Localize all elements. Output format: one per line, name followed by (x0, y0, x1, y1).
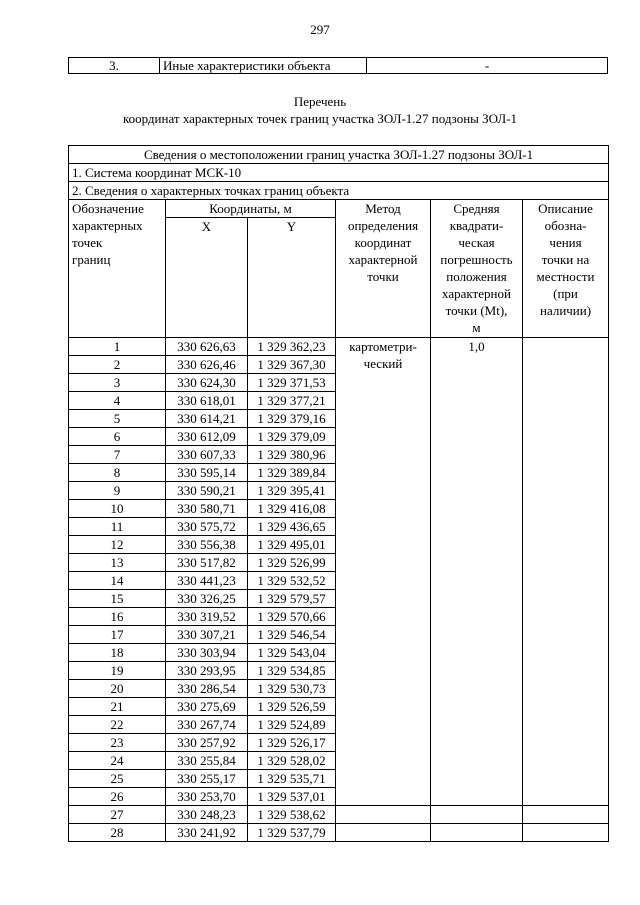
y-coordinate-cell: 1 329 389,84 (248, 464, 336, 482)
coordinates-table (68, 145, 609, 842)
x-coordinate-cell: 330 580,71 (166, 500, 248, 518)
x-coordinate-cell: 330 275,69 (166, 698, 248, 716)
list-subtitle: координат характерных точек границ участка ЗОЛ-1.27 подзоны ЗОЛ-1 (122, 111, 518, 126)
coordinate-system: 1. Система координат МСК-10 (69, 164, 609, 182)
row-label-cell: Иные характеристики объекта (160, 58, 367, 74)
point-number-cell: 21 (69, 698, 166, 716)
point-number-cell: 27 (69, 806, 166, 824)
x-coordinate-cell: 330 255,17 (166, 770, 248, 788)
description-cell (523, 824, 609, 842)
x-coordinate-cell: 330 253,70 (166, 788, 248, 806)
point-number-cell: 24 (69, 752, 166, 770)
y-coordinate-cell: 1 329 535,71 (248, 770, 336, 788)
point-number-cell: 2 (69, 356, 166, 374)
y-coordinate-cell: 1 329 380,96 (248, 446, 336, 464)
point-number-cell: 18 (69, 644, 166, 662)
y-coordinate-cell: 1 329 371,53 (248, 374, 336, 392)
y-coordinate-cell: 1 329 495,01 (248, 536, 336, 554)
description-cell (523, 806, 609, 824)
point-number-cell: 25 (69, 770, 166, 788)
point-number-cell: 7 (69, 446, 166, 464)
characteristics-table (68, 57, 608, 74)
header-designation: Обозначение характерных точек границ (69, 200, 166, 338)
x-coordinate-cell: 330 326,25 (166, 590, 248, 608)
table-title-row (69, 146, 609, 164)
y-coordinate-cell: 1 329 543,04 (248, 644, 336, 662)
x-coordinate-cell: 330 575,72 (166, 518, 248, 536)
y-coordinate-cell: 1 329 524,89 (248, 716, 336, 734)
point-number-cell: 3 (69, 374, 166, 392)
y-coordinate-cell: 1 329 538,62 (248, 806, 336, 824)
x-coordinate-cell: 330 248,23 (166, 806, 248, 824)
x-coordinate-cell: 330 607,33 (166, 446, 248, 464)
point-number-cell: 11 (69, 518, 166, 536)
method-cell (336, 806, 431, 824)
table-title: Сведения о местоположении границ участка ЗОЛ-1.27 подзоны ЗОЛ-1 (69, 146, 609, 164)
x-coordinate-cell: 330 624,30 (166, 374, 248, 392)
point-number-cell: 5 (69, 410, 166, 428)
point-number-cell: 10 (69, 500, 166, 518)
y-coordinate-cell: 1 329 395,41 (248, 482, 336, 500)
description-cell (523, 338, 609, 806)
accuracy-cell: 1,0 (431, 338, 523, 806)
y-coordinate-cell: 1 329 532,52 (248, 572, 336, 590)
y-coordinate-cell: 1 329 570,66 (248, 608, 336, 626)
point-number-cell: 22 (69, 716, 166, 734)
x-coordinate-cell: 330 556,38 (166, 536, 248, 554)
x-coordinate-cell: 330 614,21 (166, 410, 248, 428)
header-accuracy: Средняя квадрати- ческая погрешность положения характерной точки (Mt), м (431, 200, 523, 338)
x-coordinate-cell: 330 517,82 (166, 554, 248, 572)
y-coordinate-cell: 1 329 362,23 (248, 338, 336, 356)
accuracy-cell (431, 824, 523, 842)
header-coords: Координаты, м (166, 200, 336, 218)
method-cell: картометри- ческий (336, 338, 431, 806)
y-coordinate-cell: 1 329 416,08 (248, 500, 336, 518)
y-coordinate-cell: 1 329 537,79 (248, 824, 336, 842)
point-number-cell: 16 (69, 608, 166, 626)
point-number-cell: 6 (69, 428, 166, 446)
x-coordinate-cell: 330 590,21 (166, 482, 248, 500)
x-coordinate-cell: 330 255,84 (166, 752, 248, 770)
table-row (69, 824, 609, 842)
y-coordinate-cell: 1 329 537,01 (248, 788, 336, 806)
row-value-cell: - (367, 58, 608, 74)
point-number-cell: 13 (69, 554, 166, 572)
table-row (69, 58, 608, 74)
y-coordinate-cell: 1 329 379,09 (248, 428, 336, 446)
x-coordinate-cell: 330 286,54 (166, 680, 248, 698)
y-coordinate-cell: 1 329 379,16 (248, 410, 336, 428)
y-coordinate-cell: 1 329 377,21 (248, 392, 336, 410)
y-coordinate-cell: 1 329 526,59 (248, 698, 336, 716)
y-coordinate-cell: 1 329 534,85 (248, 662, 336, 680)
point-number-cell: 19 (69, 662, 166, 680)
y-coordinate-cell: 1 329 546,54 (248, 626, 336, 644)
table-row (69, 164, 609, 182)
point-number-cell: 9 (69, 482, 166, 500)
header-method: Метод определения координат характерной точки (336, 200, 431, 338)
point-number-cell: 8 (69, 464, 166, 482)
section-heading: 2. Сведения о характерных точках границ объекта (69, 182, 609, 200)
x-coordinate-cell: 330 319,52 (166, 608, 248, 626)
x-coordinate-cell: 330 267,74 (166, 716, 248, 734)
point-number-cell: 17 (69, 626, 166, 644)
point-number-cell: 15 (69, 590, 166, 608)
point-number-cell: 14 (69, 572, 166, 590)
point-number-cell: 26 (69, 788, 166, 806)
x-coordinate-cell: 330 303,94 (166, 644, 248, 662)
y-coordinate-cell: 1 329 579,57 (248, 590, 336, 608)
x-coordinate-cell: 330 612,09 (166, 428, 248, 446)
table-row (69, 806, 609, 824)
method-cell (336, 824, 431, 842)
y-coordinate-cell: 1 329 528,02 (248, 752, 336, 770)
row-number-cell: 3. (69, 58, 160, 74)
point-number-cell: 28 (69, 824, 166, 842)
header-description: Описание обозна- чения точки на местности (при наличии) (523, 200, 609, 338)
point-number-cell: 1 (69, 338, 166, 356)
x-coordinate-cell: 330 257,92 (166, 734, 248, 752)
table-row (69, 338, 609, 356)
x-coordinate-cell: 330 626,46 (166, 356, 248, 374)
table-row (69, 182, 609, 200)
point-number-cell: 20 (69, 680, 166, 698)
y-coordinate-cell: 1 329 526,17 (248, 734, 336, 752)
x-coordinate-cell: 330 293,95 (166, 662, 248, 680)
y-coordinate-cell: 1 329 530,73 (248, 680, 336, 698)
point-number-cell: 4 (69, 392, 166, 410)
header-y: Y (248, 218, 336, 338)
x-coordinate-cell: 330 595,14 (166, 464, 248, 482)
header-row (69, 200, 609, 218)
x-coordinate-cell: 330 626,63 (166, 338, 248, 356)
point-number-cell: 12 (69, 536, 166, 554)
y-coordinate-cell: 1 329 367,30 (248, 356, 336, 374)
list-title: Перечень (293, 94, 347, 109)
x-coordinate-cell: 330 307,21 (166, 626, 248, 644)
x-coordinate-cell: 330 241,92 (166, 824, 248, 842)
point-number-cell: 23 (69, 734, 166, 752)
page-number: 297 (310, 22, 330, 37)
x-coordinate-cell: 330 618,01 (166, 392, 248, 410)
header-x: X (166, 218, 248, 338)
y-coordinate-cell: 1 329 526,99 (248, 554, 336, 572)
x-coordinate-cell: 330 441,23 (166, 572, 248, 590)
accuracy-cell (431, 806, 523, 824)
y-coordinate-cell: 1 329 436,65 (248, 518, 336, 536)
